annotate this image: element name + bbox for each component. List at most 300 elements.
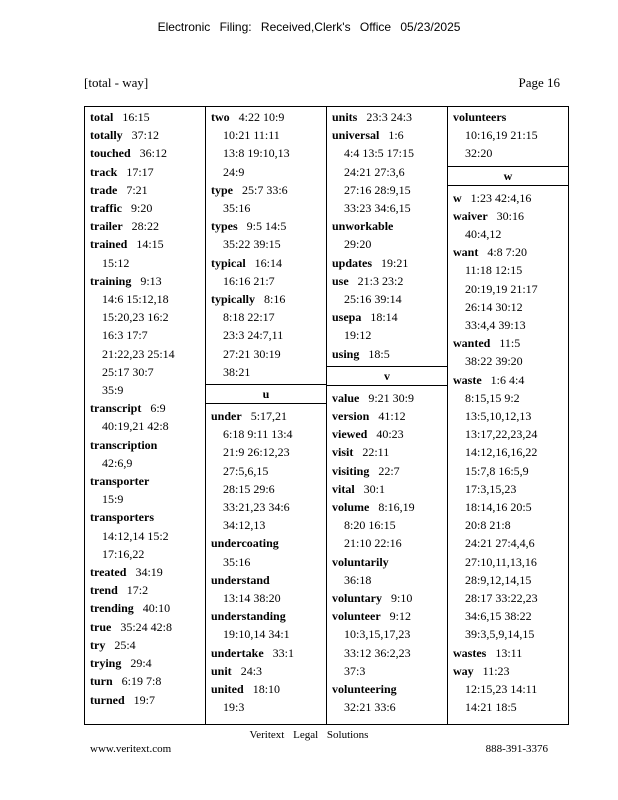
page-refs: 21:9 26:12,23 bbox=[223, 445, 290, 460]
index-term: track bbox=[90, 164, 118, 179]
page-refs: 10:3,15,17,23 bbox=[344, 627, 411, 642]
index-entry bbox=[332, 126, 447, 217]
entry-first-line bbox=[211, 662, 326, 680]
page-refs: 18:14,16 20:5 bbox=[465, 500, 532, 515]
page-refs: 17:17 bbox=[126, 164, 154, 179]
index-column-4 bbox=[448, 107, 568, 724]
index-term: vital bbox=[332, 481, 355, 496]
index-term: totally bbox=[90, 128, 123, 143]
index-entry bbox=[90, 508, 205, 563]
page-refs: 18:14 bbox=[370, 310, 398, 325]
index-entry bbox=[211, 181, 326, 217]
index-term: voluntary bbox=[332, 591, 383, 606]
index-entry bbox=[211, 680, 326, 716]
entry-first-line bbox=[90, 563, 205, 581]
page-refs: 19:10,14 34:1 bbox=[223, 627, 290, 642]
section-letter: v bbox=[327, 366, 447, 386]
page-refs: 40:4,12 bbox=[465, 227, 502, 242]
index-term: traffic bbox=[90, 201, 122, 216]
index-section bbox=[453, 108, 568, 163]
entry-first-line bbox=[332, 607, 447, 625]
index-entry bbox=[90, 126, 205, 144]
entry-first-line bbox=[332, 589, 447, 607]
index-term: volunteering bbox=[332, 682, 397, 697]
page-refs: 39:3,5,9,14,15 bbox=[465, 627, 535, 642]
index-entry bbox=[90, 618, 205, 636]
entry-first-line bbox=[332, 308, 447, 326]
index-entry bbox=[332, 389, 447, 407]
index-section bbox=[332, 108, 447, 363]
index-entry bbox=[332, 680, 447, 716]
page-refs: 1:23 42:4,16 bbox=[470, 190, 532, 205]
index-entry bbox=[90, 144, 205, 162]
index-term: waiver bbox=[453, 208, 488, 223]
page-refs: 8:15,15 9:2 bbox=[465, 390, 520, 405]
page-refs: 32:20 bbox=[465, 146, 493, 161]
index-entry bbox=[90, 654, 205, 672]
entry-first-line bbox=[453, 662, 568, 680]
page-refs: 4:8 7:20 bbox=[487, 245, 528, 260]
entry-first-line bbox=[90, 181, 205, 199]
index-term: use bbox=[332, 273, 349, 288]
page-refs: 19:3 bbox=[223, 700, 245, 715]
index-term: united bbox=[211, 682, 244, 697]
page-refs: 9:13 bbox=[140, 273, 162, 288]
page-refs: 33:12 36:2,23 bbox=[344, 645, 411, 660]
entry-first-line bbox=[90, 672, 205, 690]
page-refs: 14:6 15:12,18 bbox=[102, 292, 169, 307]
page-refs: 29:4 bbox=[130, 656, 152, 671]
index-entry bbox=[211, 644, 326, 662]
index-entry bbox=[332, 480, 447, 498]
index-term: transcription bbox=[90, 437, 158, 452]
index-entry bbox=[453, 243, 568, 334]
page-refs: 16:3 17:7 bbox=[102, 328, 148, 343]
entry-first-line bbox=[211, 607, 326, 625]
index-term: total bbox=[90, 110, 114, 124]
page-refs: 33:4,4 39:13 bbox=[465, 318, 526, 333]
page-refs: 28:15 29:6 bbox=[223, 481, 275, 496]
page-refs: 35:16 bbox=[223, 201, 251, 216]
page-refs: 9:21 30:9 bbox=[368, 390, 415, 405]
page-refs: 17:16,22 bbox=[102, 546, 145, 561]
page-refs: 15:20,23 16:2 bbox=[102, 310, 169, 325]
section-letter: w bbox=[448, 166, 568, 186]
page-refs: 22:7 bbox=[378, 463, 400, 478]
index-term: transporters bbox=[90, 510, 154, 525]
filing-header: Electronic Filing: Received,Clerk's Office 05/23/2025 bbox=[157, 20, 461, 34]
entry-first-line bbox=[332, 480, 447, 498]
index-term: undertake bbox=[211, 645, 264, 660]
index-entry bbox=[332, 308, 447, 344]
word-index-grid bbox=[84, 106, 569, 725]
page-refs: 8:18 22:17 bbox=[223, 310, 275, 325]
page-refs: 28:9,12,14,15 bbox=[465, 572, 532, 587]
entry-first-line bbox=[90, 691, 205, 709]
index-entry bbox=[90, 181, 205, 199]
index-term: treated bbox=[90, 565, 127, 580]
index-term: wastes bbox=[453, 645, 487, 660]
page-refs: 24:3 bbox=[240, 663, 263, 678]
page-refs: 37:12 bbox=[131, 128, 160, 143]
index-term: visiting bbox=[332, 463, 370, 478]
index-term: units bbox=[332, 110, 358, 124]
page-refs: 35:16 bbox=[223, 554, 251, 569]
index-term: waste bbox=[453, 372, 482, 387]
index-entry bbox=[453, 334, 568, 370]
page-refs: 27:21 30:19 bbox=[223, 346, 281, 361]
index-term: try bbox=[90, 637, 106, 652]
page-refs: 42:6,9 bbox=[102, 455, 133, 470]
index-term: version bbox=[332, 409, 370, 424]
page-refs: 23:3 24:7,11 bbox=[223, 328, 284, 343]
page-refs: 18:5 bbox=[368, 346, 390, 361]
page-refs: 40:19,21 42:8 bbox=[102, 419, 169, 434]
index-section bbox=[453, 166, 568, 717]
entry-first-line bbox=[211, 407, 326, 425]
page-refs: 7:21 bbox=[126, 182, 148, 197]
page-refs: 15:9 bbox=[102, 492, 124, 507]
page-number: Page 16 bbox=[518, 75, 560, 90]
page-refs: 15:7,8 16:5,9 bbox=[465, 463, 529, 478]
page-refs: 36:12 bbox=[139, 146, 168, 161]
page-refs: 15:12 bbox=[102, 255, 130, 270]
page-refs: 14:12,14 15:2 bbox=[102, 528, 169, 543]
index-entry bbox=[332, 553, 447, 589]
entry-first-line bbox=[332, 126, 447, 144]
page-refs: 6:18 9:11 13:4 bbox=[223, 427, 293, 442]
index-term: trying bbox=[90, 656, 122, 671]
page-refs: 8:16 bbox=[264, 292, 286, 307]
entry-first-line bbox=[90, 217, 205, 235]
index-term: viewed bbox=[332, 427, 368, 442]
entry-first-line bbox=[211, 644, 326, 662]
index-entry bbox=[332, 254, 447, 272]
index-entry bbox=[90, 399, 205, 435]
entry-first-line bbox=[332, 272, 447, 290]
entry-first-line bbox=[211, 680, 326, 698]
page-refs: 30:1 bbox=[363, 481, 386, 496]
index-term: trending bbox=[90, 601, 134, 616]
entry-first-line bbox=[211, 534, 326, 552]
index-term: voluntarily bbox=[332, 554, 389, 569]
index-entry bbox=[211, 217, 326, 253]
entry-first-line bbox=[453, 334, 568, 352]
page-refs: 38:22 39:20 bbox=[465, 354, 523, 369]
page-refs: 17:2 bbox=[126, 583, 149, 598]
page-refs: 37:3 bbox=[344, 663, 366, 678]
entry-first-line bbox=[90, 472, 205, 490]
index-section bbox=[332, 366, 447, 717]
page-refs: 35:24 42:8 bbox=[120, 619, 172, 634]
page-refs: 20:8 21:8 bbox=[465, 518, 511, 533]
page-refs: 25:16 39:14 bbox=[344, 292, 402, 307]
index-term: two bbox=[211, 110, 230, 124]
index-entry bbox=[332, 607, 447, 680]
page-refs: 41:12 bbox=[378, 409, 406, 424]
index-entry bbox=[211, 607, 326, 643]
index-term: types bbox=[211, 219, 238, 234]
page-refs: 34:12,13 bbox=[223, 518, 266, 533]
index-term: training bbox=[90, 273, 132, 288]
index-entry bbox=[453, 207, 568, 243]
index-term: typical bbox=[211, 255, 246, 270]
index-column-3 bbox=[327, 107, 448, 724]
page-refs: 25:7 33:6 bbox=[242, 182, 288, 197]
page-refs: 8:20 16:15 bbox=[344, 518, 396, 533]
index-entry bbox=[211, 534, 326, 570]
index-term: universal bbox=[332, 128, 380, 143]
page-refs: 25:4 bbox=[114, 637, 136, 652]
page-refs: 24:9 bbox=[223, 164, 245, 179]
index-entry bbox=[90, 563, 205, 581]
entry-first-line bbox=[453, 371, 568, 389]
page-refs: 10:16,19 21:15 bbox=[465, 128, 538, 143]
page-refs: 13:8 19:10,13 bbox=[223, 146, 290, 161]
index-entry bbox=[211, 407, 326, 534]
index-term: turned bbox=[90, 692, 125, 707]
entry-first-line bbox=[332, 345, 447, 363]
entry-first-line bbox=[90, 108, 205, 126]
entry-first-line bbox=[211, 571, 326, 589]
page-refs: 34:6,15 38:22 bbox=[465, 609, 532, 624]
page-refs: 21:10 22:16 bbox=[344, 536, 402, 551]
page-refs: 24:21 27:3,6 bbox=[344, 164, 405, 179]
entry-first-line bbox=[332, 254, 447, 272]
index-term: wanted bbox=[453, 336, 491, 351]
index-entry bbox=[332, 407, 447, 425]
entry-first-line bbox=[332, 407, 447, 425]
index-term: way bbox=[453, 663, 474, 678]
entry-first-line bbox=[90, 618, 205, 636]
entry-first-line bbox=[90, 654, 205, 672]
entry-first-line bbox=[332, 553, 447, 571]
page-refs: 16:14 bbox=[254, 255, 283, 270]
index-entry bbox=[90, 436, 205, 472]
entry-first-line bbox=[453, 189, 568, 207]
index-entry bbox=[453, 662, 568, 717]
index-term: true bbox=[90, 619, 112, 634]
index-term: w bbox=[453, 190, 462, 205]
index-entry bbox=[211, 254, 326, 290]
section-letter: u bbox=[206, 384, 326, 404]
page-refs: 11:23 bbox=[482, 663, 510, 678]
entry-first-line bbox=[90, 144, 205, 162]
index-entry bbox=[332, 498, 447, 553]
index-entry bbox=[332, 217, 447, 253]
index-term: usepa bbox=[332, 310, 362, 325]
index-term: volunteers bbox=[453, 110, 507, 124]
page-refs: 11:5 bbox=[499, 336, 521, 351]
page-refs: 20:19,19 21:17 bbox=[465, 281, 538, 296]
page-refs: 33:1 bbox=[272, 645, 295, 660]
page-refs: 8:16,19 bbox=[378, 500, 415, 515]
page-refs: 25:17 30:7 bbox=[102, 364, 154, 379]
page-refs: 13:14 38:20 bbox=[223, 591, 281, 606]
index-term: value bbox=[332, 390, 360, 405]
index-term: trade bbox=[90, 182, 118, 197]
index-term: transcript bbox=[90, 401, 142, 416]
entry-first-line bbox=[211, 181, 326, 199]
page-refs: 9:20 bbox=[130, 201, 153, 216]
page-refs: 9:10 bbox=[391, 591, 413, 606]
entry-first-line bbox=[453, 108, 568, 126]
page-refs: 4:22 10:9 bbox=[238, 110, 285, 124]
entry-first-line bbox=[332, 443, 447, 461]
page-refs: 27:16 28:9,15 bbox=[344, 182, 411, 197]
index-term: using bbox=[332, 346, 360, 361]
index-term: updates bbox=[332, 255, 373, 270]
page-refs: 26:14 30:12 bbox=[465, 299, 523, 314]
index-entry bbox=[90, 163, 205, 181]
entry-first-line bbox=[332, 108, 447, 126]
page-refs: 29:20 bbox=[344, 237, 372, 252]
index-term: want bbox=[453, 245, 479, 260]
page-refs: 13:11 bbox=[495, 645, 523, 660]
index-term: understanding bbox=[211, 609, 286, 624]
page-refs: 40:23 bbox=[376, 427, 404, 442]
entry-first-line bbox=[90, 436, 205, 454]
entry-first-line bbox=[332, 425, 447, 443]
footer-company: Veritext Legal Solutions bbox=[249, 729, 369, 741]
page-refs: 28:17 33:22,23 bbox=[465, 591, 538, 606]
entry-first-line bbox=[332, 389, 447, 407]
entry-first-line bbox=[90, 235, 205, 253]
index-entry bbox=[90, 217, 205, 235]
index-term: type bbox=[211, 182, 233, 197]
page-refs: 12:15,23 14:11 bbox=[465, 682, 538, 697]
index-entry bbox=[90, 581, 205, 599]
page-refs: 11:18 12:15 bbox=[465, 263, 523, 278]
index-term: transporter bbox=[90, 474, 150, 489]
index-entry bbox=[332, 345, 447, 363]
entry-first-line bbox=[332, 498, 447, 516]
footer-website: www.veritext.com bbox=[90, 743, 172, 755]
entry-first-line bbox=[453, 207, 568, 225]
page-refs: 4:4 13:5 17:15 bbox=[344, 146, 415, 161]
page-refs: 16:15 bbox=[122, 110, 150, 124]
entry-first-line bbox=[211, 290, 326, 308]
page-refs: 6:9 bbox=[150, 401, 166, 416]
index-entry bbox=[90, 472, 205, 508]
page-refs: 24:21 27:4,4,6 bbox=[465, 536, 535, 551]
entry-first-line bbox=[90, 581, 205, 599]
page-refs: 35:22 39:15 bbox=[223, 237, 281, 252]
page-refs: 14:21 18:5 bbox=[465, 700, 517, 715]
index-term: under bbox=[211, 409, 242, 424]
entry-first-line bbox=[90, 399, 205, 417]
index-term: trend bbox=[90, 583, 118, 598]
index-entry bbox=[90, 599, 205, 617]
page-refs: 23:3 24:3 bbox=[366, 110, 413, 124]
index-section bbox=[90, 108, 205, 709]
index-term: unworkable bbox=[332, 219, 394, 234]
index-term: trailer bbox=[90, 219, 123, 234]
index-term: typically bbox=[211, 292, 255, 307]
index-entry bbox=[211, 290, 326, 381]
index-entry bbox=[332, 425, 447, 443]
page-refs: 32:21 33:6 bbox=[344, 700, 396, 715]
index-term: visit bbox=[332, 445, 354, 460]
entry-first-line bbox=[90, 636, 205, 654]
page-refs: 21:22,23 25:14 bbox=[102, 346, 175, 361]
entry-first-line bbox=[453, 243, 568, 261]
page-refs: 1:6 bbox=[388, 128, 404, 143]
index-term: volume bbox=[332, 500, 370, 515]
index-entry bbox=[90, 691, 205, 709]
page-refs: 1:6 4:4 bbox=[490, 372, 525, 387]
index-term: unit bbox=[211, 663, 232, 678]
entry-first-line bbox=[90, 126, 205, 144]
page-refs: 36:18 bbox=[344, 572, 372, 587]
index-column-1 bbox=[85, 107, 206, 724]
index-term: volunteer bbox=[332, 609, 381, 624]
page-refs: 40:10 bbox=[142, 601, 171, 616]
page-refs: 10:21 11:11 bbox=[223, 128, 280, 143]
index-term: understand bbox=[211, 572, 270, 587]
page-refs: 27:5,6,15 bbox=[223, 463, 269, 478]
page-refs: 9:5 14:5 bbox=[246, 219, 287, 234]
page-refs: 19:12 bbox=[344, 328, 372, 343]
entry-first-line bbox=[211, 108, 326, 126]
page-refs: 19:7 bbox=[133, 692, 156, 707]
page-refs: 35:9 bbox=[102, 383, 124, 398]
index-term: trained bbox=[90, 237, 128, 252]
index-entry bbox=[332, 589, 447, 607]
index-entry bbox=[211, 662, 326, 680]
page-refs: 28:22 bbox=[131, 219, 159, 234]
index-entry bbox=[90, 636, 205, 654]
page-refs: 14:12,16,16,22 bbox=[465, 445, 538, 460]
entry-first-line bbox=[332, 680, 447, 698]
page-refs: 33:23 34:6,15 bbox=[344, 201, 411, 216]
page-refs: 18:10 bbox=[252, 682, 281, 697]
index-entry bbox=[90, 272, 205, 399]
index-column-2 bbox=[206, 107, 327, 724]
entry-first-line bbox=[90, 599, 205, 617]
page-refs: 21:3 23:2 bbox=[357, 273, 404, 288]
index-term: turn bbox=[90, 674, 113, 689]
index-term: undercoating bbox=[211, 536, 279, 551]
entry-first-line bbox=[90, 199, 205, 217]
page-refs: 34:19 bbox=[135, 565, 163, 580]
page-refs: 14:15 bbox=[136, 237, 164, 252]
page-refs: 33:21,23 34:6 bbox=[223, 500, 290, 515]
entry-first-line bbox=[90, 508, 205, 526]
index-entry bbox=[90, 108, 205, 126]
index-term: touched bbox=[90, 146, 131, 161]
page-refs: 13:5,10,12,13 bbox=[465, 409, 532, 424]
index-entry bbox=[332, 108, 447, 126]
index-section bbox=[211, 108, 326, 381]
page-refs: 9:12 bbox=[389, 609, 411, 624]
page-refs: 22:11 bbox=[362, 445, 390, 460]
page-refs: 30:16 bbox=[496, 208, 524, 223]
page-refs: 6:19 7:8 bbox=[121, 674, 162, 689]
page-refs: 27:10,11,13,16 bbox=[465, 554, 537, 569]
index-entry bbox=[90, 199, 205, 217]
index-entry bbox=[211, 108, 326, 181]
footer-phone: 888-391-3376 bbox=[485, 743, 548, 755]
index-entry bbox=[453, 644, 568, 662]
page-refs: 13:17,22,23,24 bbox=[465, 427, 538, 442]
index-entry bbox=[453, 108, 568, 163]
page-refs: 19:21 bbox=[381, 255, 409, 270]
entry-first-line bbox=[453, 644, 568, 662]
page-refs: 16:16 21:7 bbox=[223, 273, 275, 288]
entry-first-line bbox=[332, 462, 447, 480]
index-entry bbox=[90, 235, 205, 271]
